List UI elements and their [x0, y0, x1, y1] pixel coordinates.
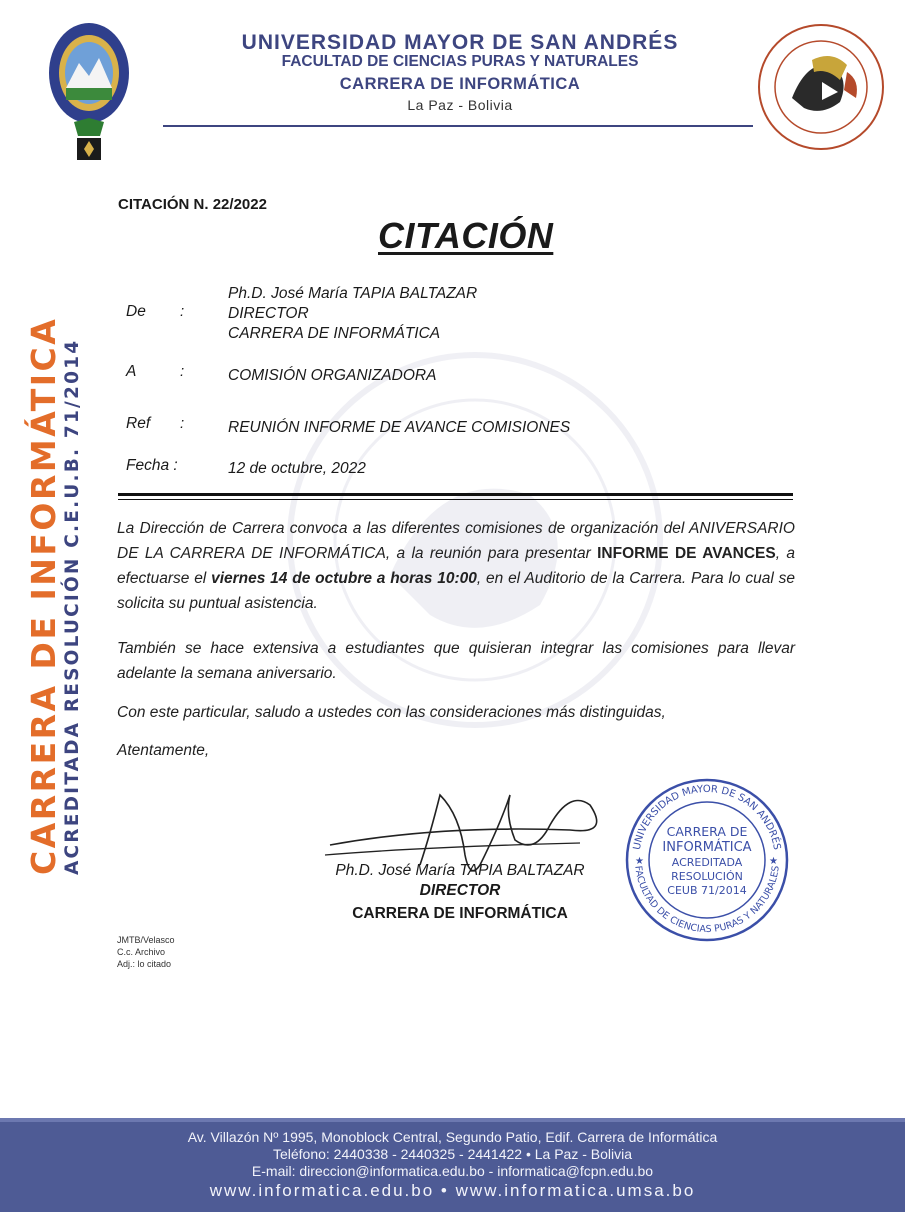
faculty-name: FACULTAD DE CIENCIAS PURAS Y NATURALES — [281, 53, 639, 70]
body-paragraph-2: También se hace extensiva a estudiantes que quisieran integrar las comisiones para llevar adelante la semana aniversario. — [117, 640, 795, 682]
stamp-line-5: CEUB 71/2014 — [667, 884, 747, 897]
field-ref-colon: : — [180, 415, 185, 432]
stamp-ring-top: UNIVERSIDAD MAYOR DE SAN ANDRÉS — [631, 783, 783, 851]
body-paragraph-1 — [117, 516, 795, 616]
ref-initials: JMTB/Velasco — [117, 935, 175, 945]
citation-number: CITACIÓN N. 22/2022 — [118, 196, 267, 213]
field-a-colon: : — [180, 363, 185, 380]
career-name: CARRERA DE INFORMÁTICA — [339, 75, 581, 93]
stamp-ring-bottom: FACULTAD DE CIENCIAS PURAS Y NATURALES — [632, 865, 782, 936]
header-divider — [163, 125, 753, 127]
stamp-line-3: ACREDITADA — [671, 856, 743, 869]
side-banner-line1: CARRERA DE INFORMÁTICA — [24, 316, 63, 875]
side-banner — [24, 316, 88, 880]
footer-web: www.informatica.edu.bo • www.informatica.umsa.bo — [209, 1181, 696, 1200]
footer-phones: Teléfono: 2440338 - 2440325 - 2441422 • La Paz - Bolivia — [272, 1146, 633, 1162]
body-paragraph-3: Con este particular, saludo a ustedes con las consideraciones más distinguidas, — [117, 704, 666, 721]
signer-unit: CARRERA DE INFORMÁTICA — [352, 905, 568, 922]
field-ref-label: Ref — [126, 415, 151, 432]
city: La Paz - Bolivia — [407, 97, 513, 113]
field-fecha-value: 12 de octubre, 2022 — [228, 460, 366, 477]
stamp-line-4: RESOLUCIÓN — [671, 870, 743, 883]
footer-address: Av. Villazón Nº 1995, Monoblock Central, Segundo Patio, Edif. Carrera de Informática — [187, 1129, 718, 1145]
closing: Atentamente, — [117, 742, 210, 759]
side-banner-line2: ACREDITADA RESOLUCIÓN C.E.U.B. 71/2014 — [62, 338, 83, 875]
stamp-star-left: ★ — [635, 856, 644, 867]
separator-thin — [118, 499, 793, 500]
field-de-colon: : — [180, 303, 185, 320]
footer-email: E-mail: direccion@informatica.edu.bo - informatica@fcpn.edu.bo — [251, 1163, 654, 1179]
university-crest-icon — [44, 18, 134, 163]
field-de-value — [228, 284, 477, 344]
official-stamp — [617, 778, 797, 943]
ref-cc: C.c. Archivo — [117, 947, 166, 957]
footer-stripe — [0, 1118, 905, 1122]
field-a-label: A — [126, 363, 137, 380]
stamp-line-1: CARRERA DE — [666, 824, 748, 839]
signer-name: Ph.D. José María TAPIA BALTAZAR — [335, 862, 585, 879]
field-fecha-label: Fecha : — [126, 457, 178, 474]
field-a-value: COMISIÓN ORGANIZADORA — [228, 367, 437, 384]
p1-highlight-date: viernes 14 de octubre a horas 10:00 — [211, 570, 477, 587]
de-unit: CARRERA DE INFORMÁTICA — [228, 325, 441, 342]
p1-highlight-informe: INFORME DE AVANCES — [597, 545, 776, 562]
university-name: UNIVERSIDAD MAYOR DE SAN ANDRÉS — [241, 31, 679, 54]
de-name: Ph.D. José María TAPIA BALTAZAR — [228, 285, 478, 302]
p1-text-a: La Dirección de Carrera convoca a las diferentes comisiones de organización del ANIVERSARIO DE LA CARRERA DE INFORMÁTICA, a la reunión para presentar — [117, 520, 795, 562]
field-de-label: De — [126, 303, 146, 320]
stamp-star-right: ★ — [769, 856, 778, 867]
p1-text-c: , a efectuarse el — [117, 545, 796, 587]
separator-thick — [118, 493, 793, 496]
field-ref-value: REUNIÓN INFORME DE AVANCE COMISIONES — [228, 419, 571, 436]
de-role: DIRECTOR — [228, 305, 309, 322]
ref-attachment: Adj.: lo citado — [117, 959, 172, 969]
stamp-line-2: INFORMÁTICA — [662, 840, 752, 855]
umsa-informatica-logo-icon — [752, 20, 890, 154]
signer-role: DIRECTOR — [419, 882, 501, 899]
citation-title: CITACIÓN — [378, 215, 554, 256]
p1-text-e: , en el Auditorio de la Carrera. Para lo cual se solicita su puntual asistencia. — [117, 570, 795, 612]
footer-band — [0, 1118, 905, 1212]
